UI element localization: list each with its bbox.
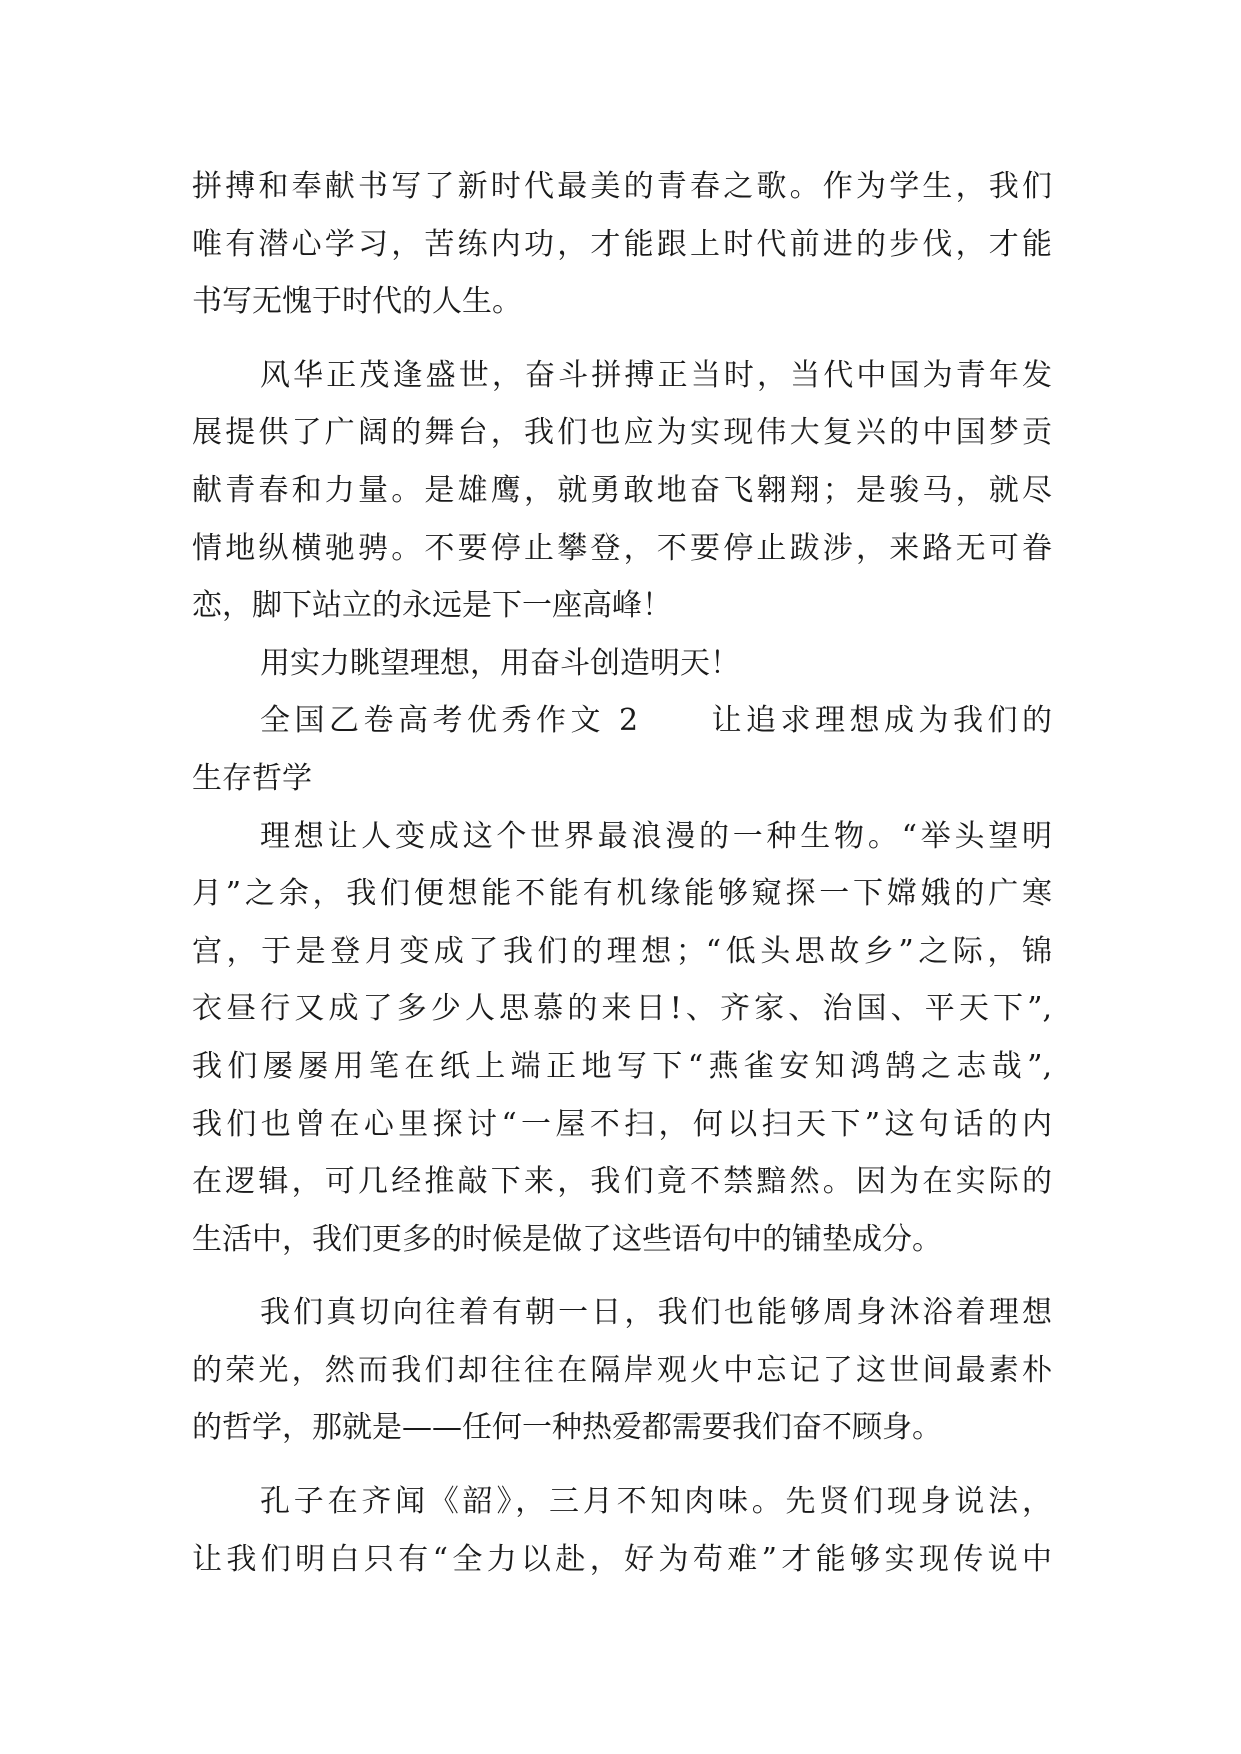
text-line: 献青春和力量。是雄鹰，就勇敢地奋飞翱翔；是骏马，就尽 <box>192 472 1052 508</box>
text-line: 宫，于是登月变成了我们的理想；“低头思故乡”之际，锦 <box>192 933 1052 969</box>
paragraph-gap <box>192 1268 1052 1284</box>
text-line: 拼搏和奉献书写了新时代最美的青春之歌。作为学生，我们 <box>192 169 1052 204</box>
text-line: 的荣光，然而我们却往往在隔岸观火中忘记了这世间最素朴 <box>192 1352 1052 1388</box>
text-line: 风华正茂逢盛世，奋斗拼搏正当时，当代中国为青年发 <box>260 357 1052 393</box>
paragraph-gap <box>192 331 1052 347</box>
text-line: 让我们明白只有“全力以赴，好为苟难”才能够实现传说中 <box>192 1541 1052 1577</box>
text-line: 在逻辑，可几经推敲下来，我们竟不禁黯然。因为在实际的 <box>192 1164 1052 1200</box>
document-body <box>192 158 1052 1588</box>
text-line: 书写无愧于时代的人生。 <box>192 284 522 320</box>
essay-heading-line: 全国乙卷高考优秀作文 2 让追求理想成为我们的 <box>260 703 1052 739</box>
text-line: 月”之余，我们便想能不能有机缘能够窥探一下嫦娥的广寒 <box>192 876 1052 912</box>
text-line: 唯有潜心学习，苦练内功，才能跟上时代前进的步伐，才能 <box>192 226 1052 262</box>
text-line: 的哲学，那就是——任何一种热爱都需要我们奋不顾身。 <box>192 1410 942 1446</box>
text-line: 我们屡屡用笔在纸上端正地写下“燕雀安知鸿鹄之志哉”, <box>192 1048 1052 1084</box>
text-line: 理想让人变成这个世界最浪漫的一种生物。“举头望明 <box>260 818 1052 854</box>
text-line: 衣昼行又成了多少人思慕的来日!、齐家、治国、平天下”, <box>192 991 1052 1027</box>
text-line: 生活中，我们更多的时候是做了这些语句中的铺垫成分。 <box>192 1221 942 1257</box>
essay-heading-line: 生存哲学 <box>192 760 312 796</box>
text-line: 展提供了广阔的舞台，我们也应为实现伟大复兴的中国梦贡 <box>192 415 1052 451</box>
text-line: 情地纵横驰骋。不要停止攀登，不要停止跋涉，来路无可眷 <box>192 530 1052 566</box>
text-line: 我们真切向往着有朝一日，我们也能够周身沐浴着理想 <box>260 1295 1052 1331</box>
paragraph-gap <box>192 1457 1052 1473</box>
text-line: 孔子在齐闻《韶》，三月不知肉味。先贤们现身说法， <box>260 1484 1052 1520</box>
text-line: 恋，脚下站立的永远是下一座高峰！ <box>192 588 672 624</box>
text-line: 我们也曾在心里探讨“一屋不扫，何以扫天下”这句话的内 <box>192 1106 1052 1142</box>
text-line: 用实力眺望理想，用奋斗创造明天！ <box>260 645 740 681</box>
